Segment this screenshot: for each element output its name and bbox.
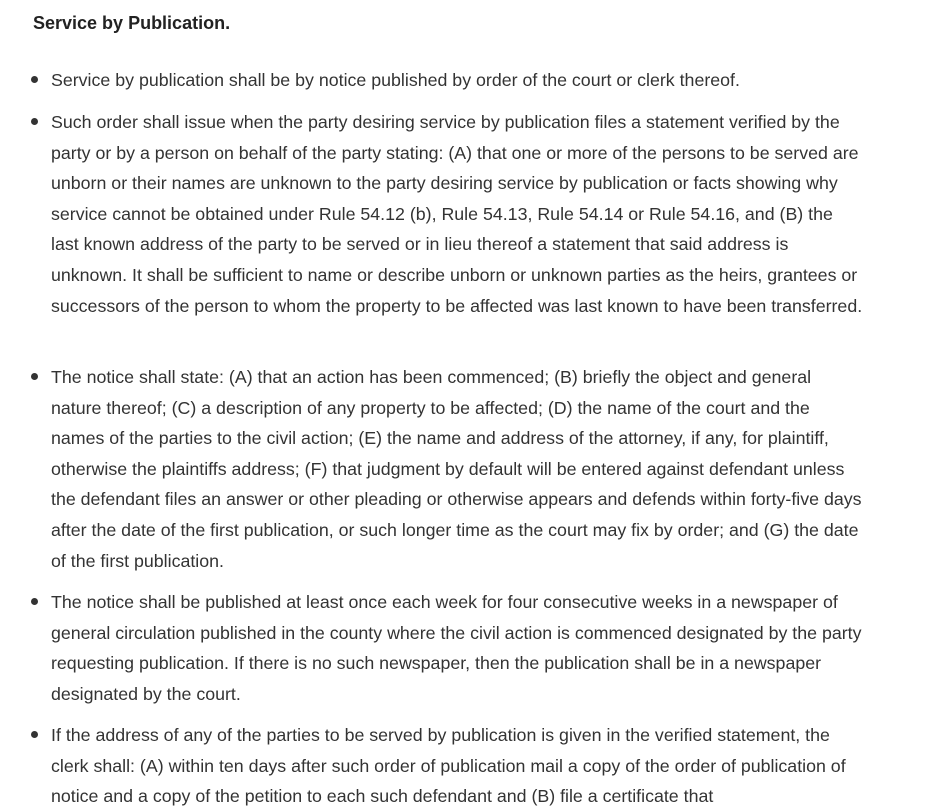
list-item-text: Such order shall issue when the party desiring service by publication files a statement verified by the party or by a person on behalf of the party stating: (A) that one or more of the persons to be served are unborn or their names are unknown to the party desiring service by publication or facts showing why service cannot be obtained under Rule 54.12 (b), Rule 54.13, Rule 54.14 or Rule 54.16, and (B) the last known address of the party to be served or in lieu thereof a statement that said address is unknown. It shall be sufficient to name or describe unborn or unknown parties as the heirs, grantees or successors of the person to whom the property to be affected was last known to have been transferred. xyxy=(51,112,863,316)
list-item-text: Service by publication shall be by notice published by order of the court or clerk thereof. xyxy=(51,70,740,90)
bullet-icon xyxy=(31,731,38,738)
list-item-text: If the address of any of the parties to be served by publication is given in the verified statement, the clerk shall: (A) within ten days after such order of publication mail a copy of the order of publication of notice and a copy of the petition to each such defendant and (B) file a certificate that xyxy=(51,725,846,807)
list-item-text: The notice shall state: (A) that an action has been commenced; (B) briefly the object and general nature thereof; (C) a description of any property to be affected; (D) the name of the court and the names of the parties to the civil action; (E) the name and address of the attorney, if any, for plaintiff, otherwise the plaintiffs address; (F) that judgment by default will be entered against defendant unless the defendant files an answer or other pleading or otherwise appears and defends within forty-five days after the date of the first publication, or such longer time as the court may fix by order; and (G) the date of the first publication. xyxy=(51,367,862,571)
bullet-icon xyxy=(31,373,38,380)
section-heading: Service by Publication. xyxy=(33,13,231,33)
list-item-text: The notice shall be published at least once each week for four consecutive weeks in a newspaper of general circulation published in the county where the civil action is commenced designated by the party requesting publication. If there is no such newspaper, then the publication shall be in a newspaper designated by the court. xyxy=(51,592,862,704)
bullet-icon xyxy=(31,118,38,125)
bullet-icon xyxy=(31,76,38,83)
bullet-icon xyxy=(31,598,38,605)
